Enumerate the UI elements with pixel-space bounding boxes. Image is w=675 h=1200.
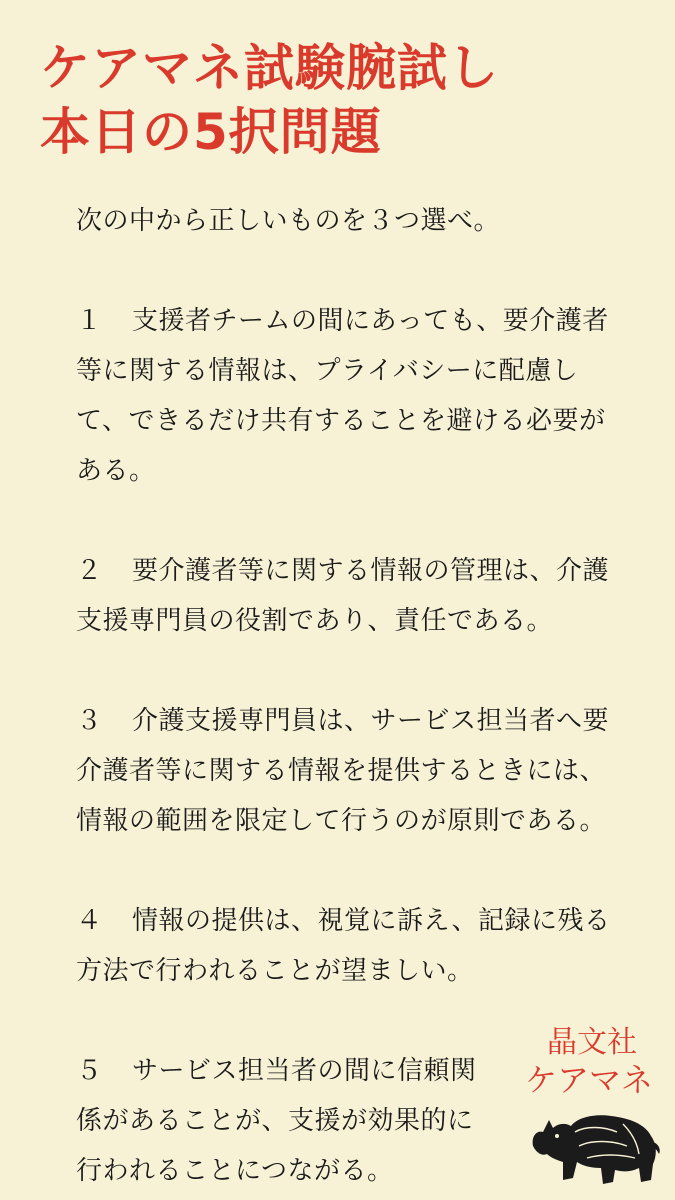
publisher-logo — [525, 1020, 665, 1190]
option-number: ４ — [76, 906, 103, 936]
option-text: 支援者チームの間にあっても、要介護者等に関する情報は、プライバシーに配慮して、できるだけ共有することを避ける必要がある。 — [76, 306, 609, 486]
rhino-icon — [527, 1106, 661, 1188]
option-text: 介護支援専門員は、サービス担当者へ要介護者等に関する情報を提供するときには、情報の範囲を限定して行うのが原則である。 — [76, 706, 610, 836]
option-number: １ — [76, 306, 103, 336]
option-1 — [76, 296, 616, 496]
option-text: 情報の提供は、視覚に訴え、記録に残る方法で行われることが望ましい。 — [76, 906, 611, 986]
title-line-1: ケアマネ試験腕試し — [40, 39, 499, 97]
option-2 — [76, 546, 616, 646]
option-number: ２ — [76, 556, 103, 586]
option-number: ５ — [76, 1056, 103, 1086]
option-3 — [76, 696, 616, 846]
option-text: サービス担当者の間に信頼関係があることが、支援が効果的に行われることにつながる。 — [76, 1056, 477, 1186]
logo-series-name: ケアマネ — [525, 1061, 654, 1099]
option-4 — [76, 896, 616, 996]
page-title — [40, 36, 499, 164]
title-line-2: 本日の5択問題 — [40, 103, 382, 161]
question-prompt: 次の中から正しいものを３つ選べ。 — [76, 206, 501, 236]
option-number: ３ — [76, 706, 103, 736]
option-text: 要介護者等に関する情報の管理は、介護支援専門員の役割であり、責任である。 — [76, 556, 610, 636]
logo-publisher-name: 晶文社 — [547, 1025, 637, 1060]
